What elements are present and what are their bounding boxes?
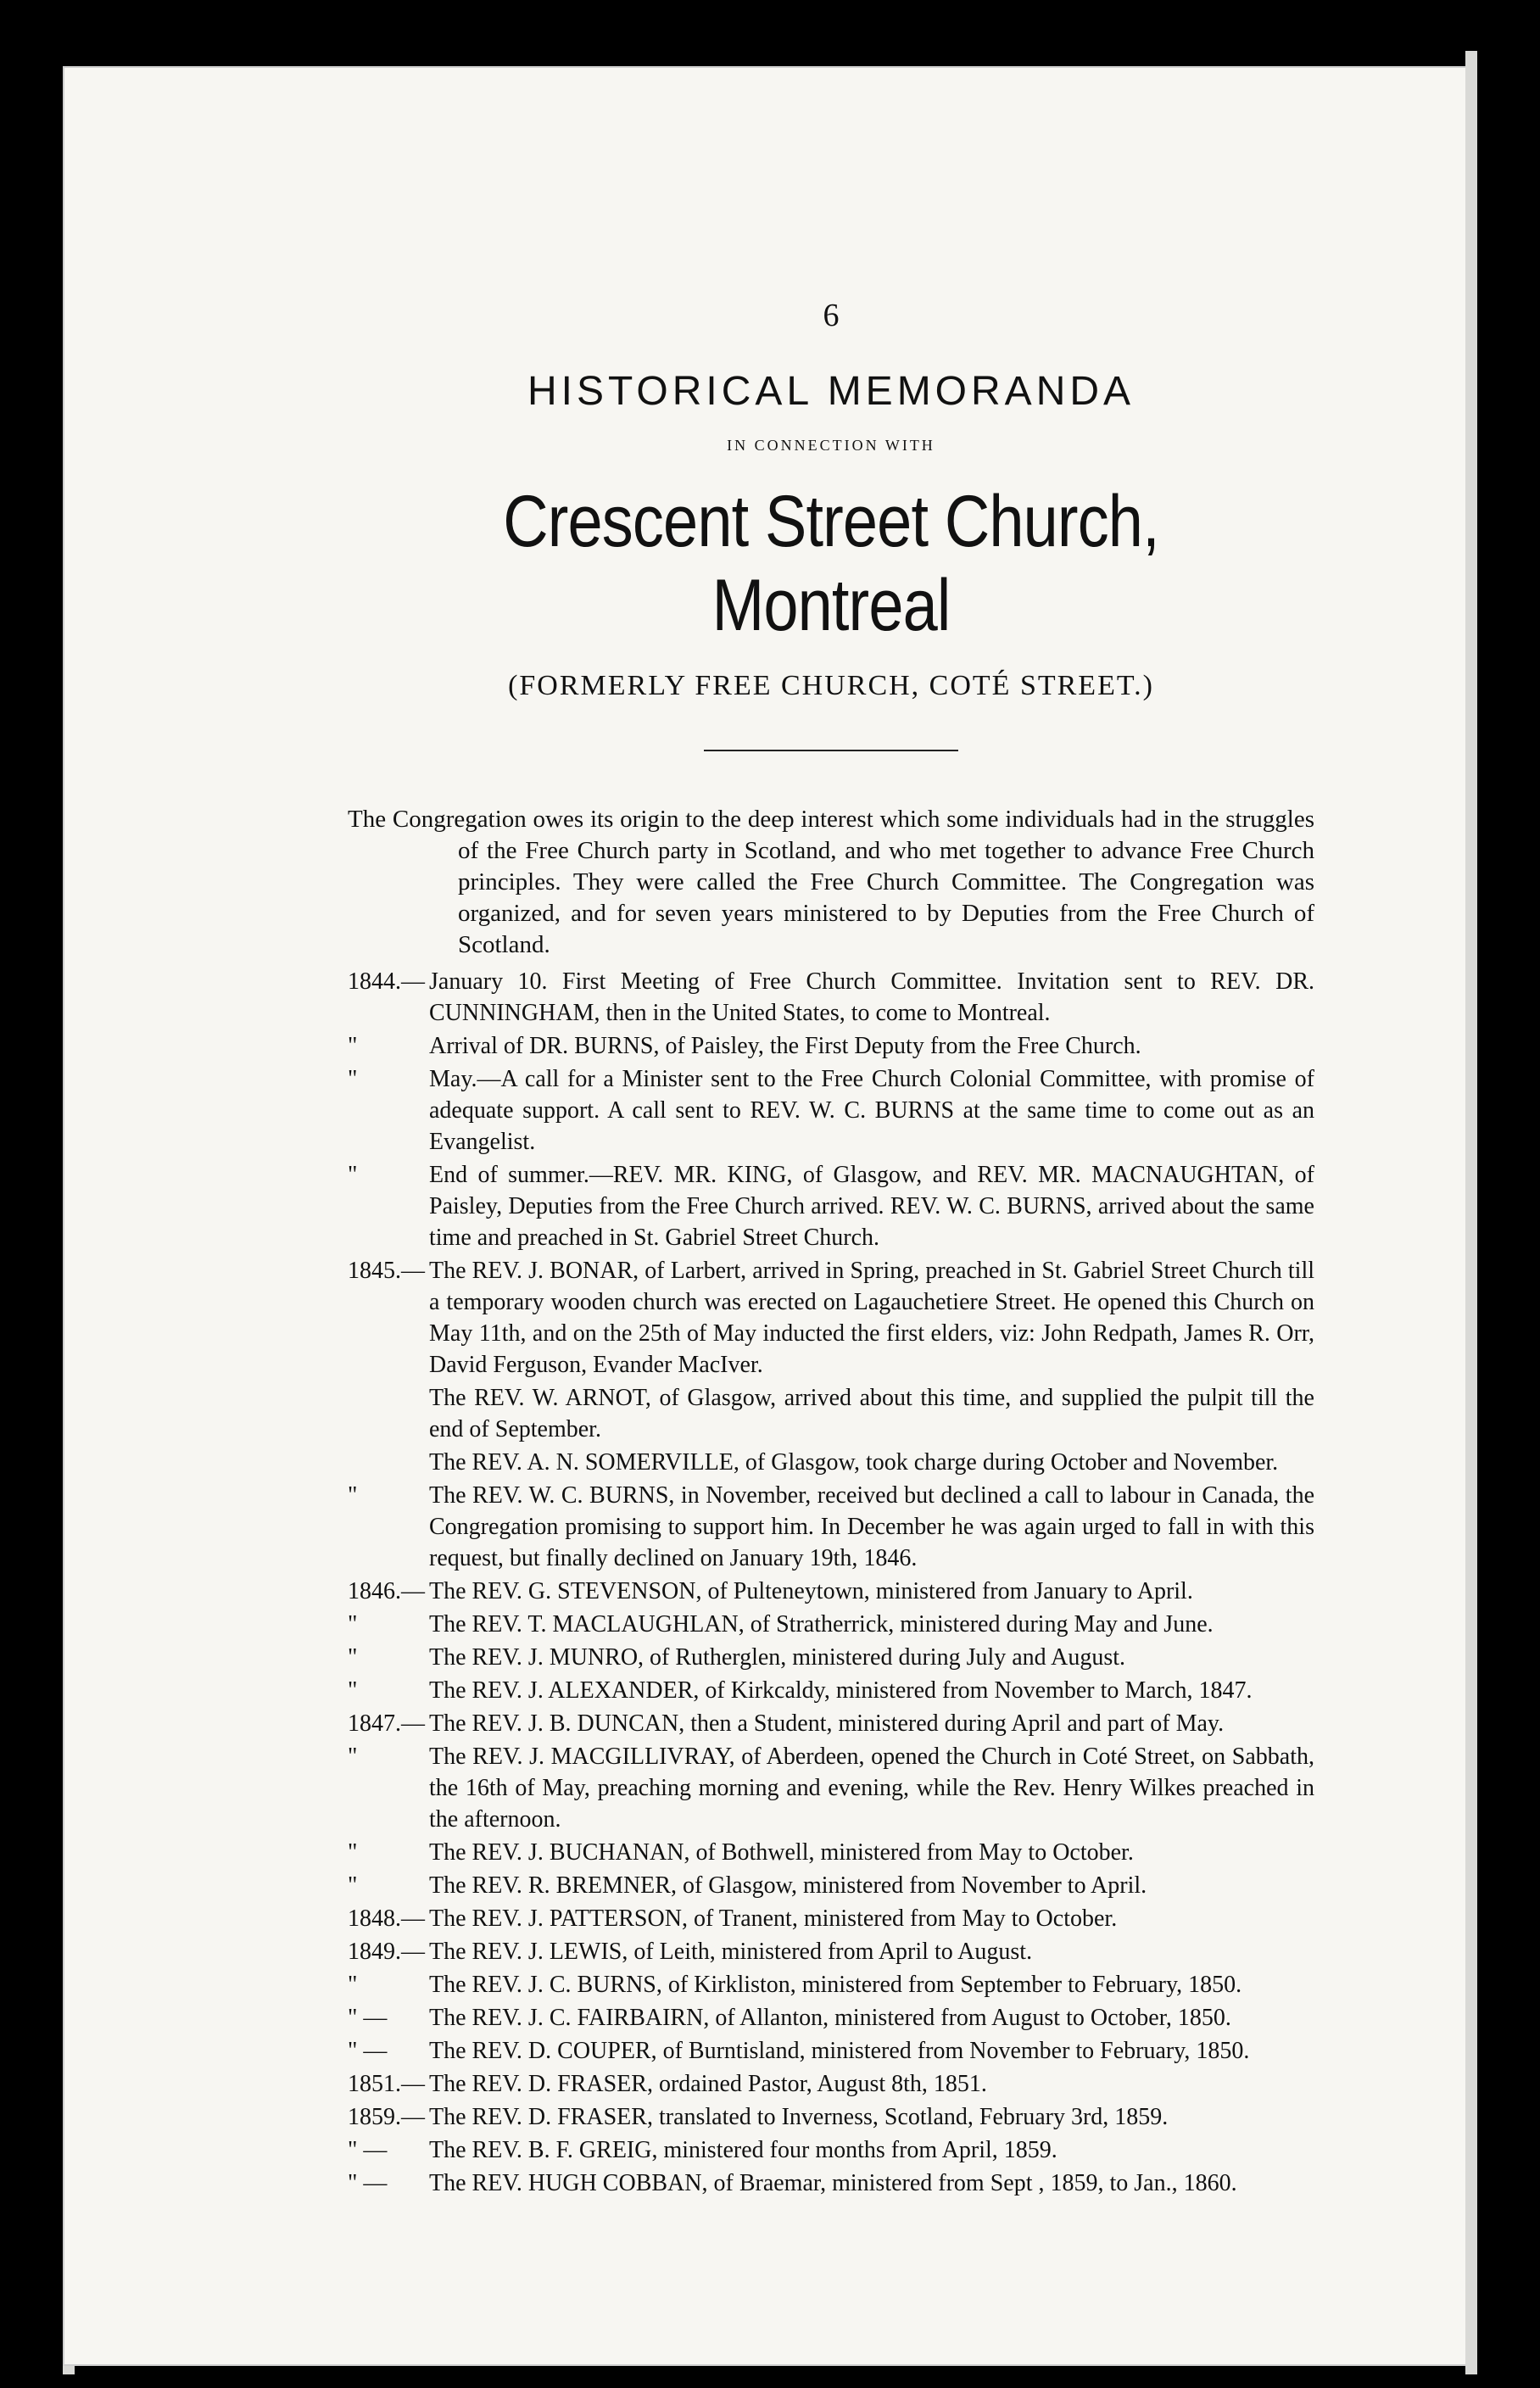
entry-text: The REV. J. C. FAIRBAIRN, of Allanton, ministered from August to October, 1850. bbox=[429, 2005, 1231, 2031]
chronology-entry bbox=[348, 1675, 1314, 1706]
chronology-entry bbox=[348, 1030, 1314, 1062]
entry-year-mark: " bbox=[348, 1611, 358, 1638]
entry-text: May.—A call for a Minister sent to the Free Church Colonial Committee, with promise of adequate support. A call sent to REV. W. C. BURNS at the same time to come out as an Evangelist. bbox=[429, 1066, 1314, 1155]
chronology-entry bbox=[348, 1741, 1314, 1835]
entry-year-mark: " bbox=[348, 1482, 358, 1509]
intro-paragraph: The Congregation owes its origin to the deep interest which some individuals had in the struggles of the Free Church party in Scotland, and who met together to advance Free Church principles. They were called the Free Church Committee. The Congregation was organized, and for seven years ministered to by Deputies from the Free Church of Scotland. bbox=[348, 806, 1314, 958]
entry-year-mark: " bbox=[348, 1839, 358, 1866]
entry-text: Arrival of DR. BURNS, of Paisley, the First Deputy from the Free Church. bbox=[429, 1033, 1141, 1059]
entry-text: The REV. J. MACGILLIVRAY, of Aberdeen, opened the Church in Coté Street, on Sabbath, the 16th of May, preaching morning and evening, while the Rev. Henry Wilkes preached in the afternoon. bbox=[429, 1744, 1314, 1833]
entry-text: The REV. HUGH COBBAN, of Braemar, ministered from Sept , 1859, to Jan., 1860. bbox=[429, 2170, 1237, 2196]
entry-year-mark: " bbox=[348, 1033, 358, 1059]
chronology-entry bbox=[348, 2168, 1314, 2199]
entry-year-mark: 1849.— bbox=[348, 1939, 425, 1965]
chronology-entry bbox=[348, 1936, 1314, 1967]
entry-year-mark bbox=[348, 1447, 429, 1478]
entry-year-mark: " — bbox=[348, 2005, 388, 2031]
church-name-title: Crescent Street Church, Montreal bbox=[503, 481, 1159, 646]
former-name-subtitle: (FORMERLY FREE CHURCH, COTÉ STREET.) bbox=[508, 670, 1154, 701]
chronology-entry bbox=[348, 1576, 1314, 1607]
chronology-list bbox=[348, 966, 1314, 2199]
entry-text: The REV. R. BREMNER, of Glasgow, ministered from November to April. bbox=[429, 1872, 1147, 1899]
entry-text: The REV. W. ARNOT, of Glasgow, arrived about this time, and supplied the pulpit till the end of September. bbox=[429, 1385, 1314, 1442]
entry-year-mark bbox=[348, 1382, 429, 1445]
chronology-entry bbox=[348, 2134, 1314, 2166]
entry-text: The REV. J. BONAR, of Larbert, arrived in Spring, preached in St. Gabriel Street Church till a temporary wooden church was erected on Lagauchetiere Street. He opened this Church on May 11th, and on the 25th of May inducted the first elders, viz: John Redpath, James R. Orr, David Ferguson, Evander MacIver. bbox=[429, 1258, 1314, 1378]
chronology-entry bbox=[348, 1870, 1314, 1901]
entry-year-mark: " bbox=[348, 1066, 358, 1092]
page-edge-right bbox=[1465, 51, 1477, 2374]
chronology-entry bbox=[348, 1609, 1314, 1640]
entry-text: The REV. J. LEWIS, of Leith, ministered from April to August. bbox=[429, 1939, 1033, 1965]
chronology-entry bbox=[348, 2068, 1314, 2100]
entry-year-mark: " bbox=[348, 1744, 358, 1770]
chronology-entry bbox=[348, 1063, 1314, 1158]
entry-text: The REV. B. F. GREIG, ministered four months from April, 1859. bbox=[429, 2137, 1057, 2163]
entry-year-mark: 1845.— bbox=[348, 1258, 425, 1284]
entry-text: The REV. D. FRASER, ordained Pastor, August 8th, 1851. bbox=[429, 2071, 987, 2097]
entry-year-mark: " bbox=[348, 1162, 358, 1188]
entry-year-mark: 1851.— bbox=[348, 2071, 425, 2097]
entry-text: End of summer.—REV. MR. KING, of Glasgow, and REV. MR. MACNAUGHTAN, of Paisley, Deputies from the Free Church arrived. REV. W. C. BURNS, arrived about the same time and preached in St. Gabriel Street Church. bbox=[429, 1162, 1314, 1251]
chronology-entry bbox=[348, 2035, 1314, 2067]
entry-year-mark: " — bbox=[348, 2170, 388, 2196]
entry-year-mark: " bbox=[348, 1677, 358, 1704]
entry-text: The REV. J. PATTERSON, of Tranent, ministered from May to October. bbox=[429, 1905, 1118, 1932]
entry-year-mark: 1859.— bbox=[348, 2104, 425, 2130]
chronology-entry bbox=[348, 1382, 1314, 1445]
entry-text: The REV. J. ALEXANDER, of Kirkcaldy, ministered from November to March, 1847. bbox=[429, 1677, 1253, 1704]
divider-rule bbox=[704, 750, 958, 751]
entry-year-mark: 1844.— bbox=[348, 968, 425, 995]
chronology-entry bbox=[348, 2101, 1314, 2133]
entry-year-mark: " bbox=[348, 1872, 358, 1899]
chronology-entry bbox=[348, 1480, 1314, 1574]
chronology-entry bbox=[348, 1642, 1314, 1673]
chronology-entry bbox=[348, 1447, 1314, 1478]
chronology-entry bbox=[348, 966, 1314, 1029]
entry-text: The REV. D. FRASER, translated to Inverness, Scotland, February 3rd, 1859. bbox=[429, 2104, 1169, 2130]
chronology-entry bbox=[348, 1969, 1314, 2000]
entry-text: The REV. J. C. BURNS, of Kirkliston, ministered from September to February, 1850. bbox=[429, 1972, 1242, 1998]
main-heading: HISTORICAL MEMORANDA bbox=[527, 369, 1135, 414]
entry-text: The REV. J. B. DUNCAN, then a Student, ministered during April and part of May. bbox=[429, 1710, 1225, 1737]
entry-text: The REV. W. C. BURNS, in November, received but declined a call to labour in Canada, the Congregation promising to support him. In December he was again urged to fall in with this request, but finally declined on January 19th, 1846. bbox=[429, 1482, 1314, 1571]
entry-text: The REV. J. BUCHANAN, of Bothwell, ministered from May to October. bbox=[429, 1839, 1134, 1866]
entry-text: January 10. First Meeting of Free Church Committee. Invitation sent to REV. DR. CUNNINGHAM, then in the United States, to come to Montreal. bbox=[429, 968, 1314, 1026]
entry-text: The REV. T. MACLAUGHLAN, of Stratherrick, ministered during May and June. bbox=[429, 1611, 1214, 1638]
entry-year-mark: " — bbox=[348, 2038, 388, 2064]
page-number: 6 bbox=[823, 298, 840, 333]
chronology-entry bbox=[348, 2002, 1314, 2034]
entry-text: The REV. J. MUNRO, of Rutherglen, ministered during July and August. bbox=[429, 1644, 1126, 1671]
chronology-entry bbox=[348, 1255, 1314, 1381]
entry-year-mark: 1848.— bbox=[348, 1905, 425, 1932]
chronology-entry bbox=[348, 1837, 1314, 1868]
entry-year-mark: " bbox=[348, 1644, 358, 1671]
entry-year-mark: 1846.— bbox=[348, 1578, 425, 1604]
chronology-entry bbox=[348, 1708, 1314, 1739]
chronology-entry bbox=[348, 1159, 1314, 1253]
document-content bbox=[348, 297, 1314, 2201]
entry-text: The REV. D. COUPER, of Burntisland, ministered from November to February, 1850. bbox=[429, 2038, 1250, 2064]
entry-text: The REV. A. N. SOMERVILLE, of Glasgow, took charge during October and November. bbox=[429, 1449, 1279, 1476]
entry-year-mark: " — bbox=[348, 2137, 388, 2163]
connection-line: IN CONNECTION WITH bbox=[727, 437, 935, 454]
entry-year-mark: 1847.— bbox=[348, 1710, 425, 1737]
entry-year-mark: " bbox=[348, 1972, 358, 1998]
chronology-entry bbox=[348, 1903, 1314, 1934]
entry-text: The REV. G. STEVENSON, of Pulteneytown, ministered from January to April. bbox=[429, 1578, 1193, 1604]
